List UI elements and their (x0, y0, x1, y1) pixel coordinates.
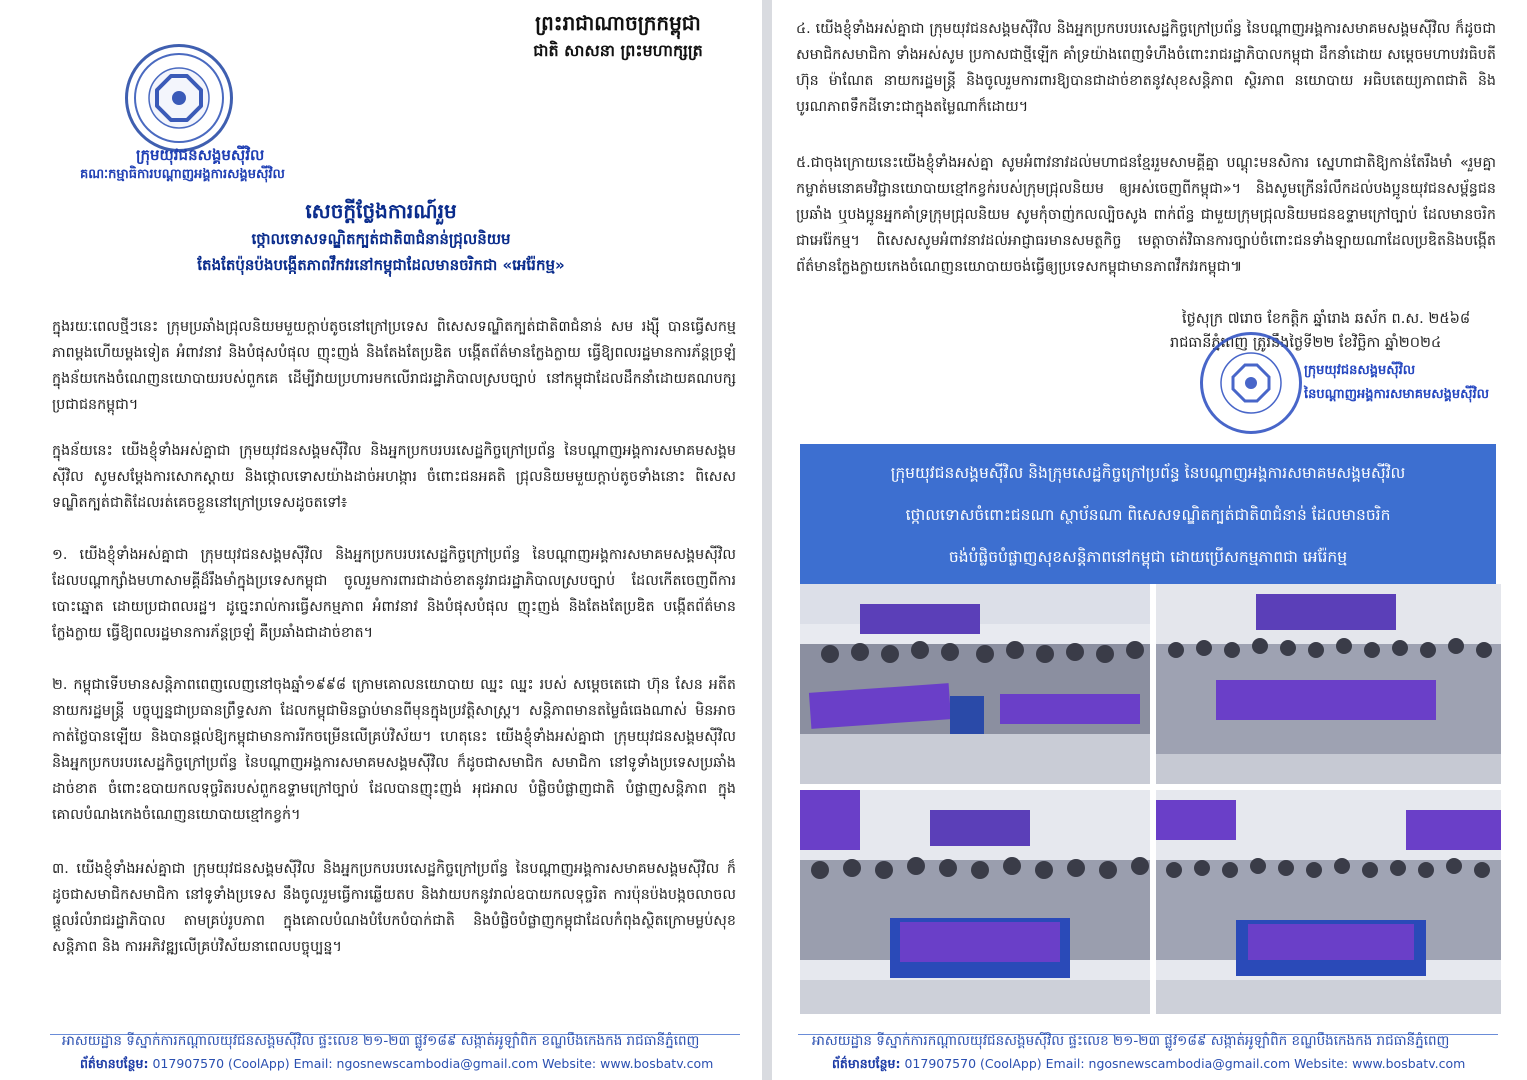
statement-subtitle-2: តែងតែប៉ុនប៉ងបង្កើតភាពវឹកវរនៅកម្ពុជាដែលមានចរិកជា «អេរ៉ែកម្ម» (197, 256, 565, 274)
footer-contact (80, 1056, 713, 1075)
paragraph-intro: ក្នុងរយៈពេលថ្មីៗនេះ ក្រុមប្រឆាំងជ្រុលនិយមមួយក្តាប់តូចនៅក្រៅប្រទេស ពិសេសទណ្ឌិតក្បត់ជាតិ៣ជំនាន់ សម រង្ស៊ី បានធ្វើសកម្មភាពម្តងហើយម្តងទៀត អំពាវនាវ និងបំផុសបំផុល ញុះញង់ និងតែងតែប្រឌិត បង្កើតព័ត៌មានក្លែងក្លាយ ធ្វើឱ្យពលរដ្ឋមានការភ័ន្តច្រឡំ ក្នុងន័យកេងចំណេញនយោបាយរបស់ពួកគេ ដើម្បីវាយប្រហារមកលើរាជរដ្ឋាភិបាលស្របច្បាប់ នៅកម្ពុជាដែលដឹកនាំដោយគណបក្សប្រជាជនកម្ពុជា។ (52, 319, 736, 413)
org-name: ក្រុមយុវជនសង្គមស៊ីវិល (136, 146, 265, 164)
stamp-line-2: នៃបណ្តាញអង្គការសមាគមសង្គមស៊ីវិល (1304, 387, 1490, 402)
statement-subtitle-1: ថ្កោលទោសទណ្ឌិតក្បត់ជាតិ៣ជំនាន់ជ្រុលនិយម (251, 230, 511, 248)
org-stamp (1200, 332, 1302, 434)
org-logo (125, 44, 233, 152)
paragraph-point-5: ៥.ជាចុងក្រោយនេះយើងខ្ញុំទាំងអស់គ្នា សូមអំពាវនាវដល់មហាជនខ្មែររួមសាមគ្គីគ្នា បណ្តុះមនសិការ ស្នេហាជាតិឱ្យកាន់តែរឹងមាំ «រួមគ្នាកម្ចាត់មនោគមវិជ្ជានយោបាយខ្មៅកខ្វក់របស់ក្រុមជ្រុលនិយម ឲ្យអស់ចេញពីកម្ពុជា»។ និងសូមក្រើនរំលឹកដល់បងប្អូនយុវជនសម្ព័ន្ធជនប្រឆាំង ឬបងប្អូនអ្នកគាំទ្រក្រុមជ្រុលនិយម សូមកុំចាញ់កលល្បិចសូង ពាក់ព័ន្ធ ជាមួយក្រុមជ្រុលនិយមជនឧទ្ទាមក្រៅច្បាប់ ដែលមានចរិកជាអេរ៉ែកម្ម។ ពិសេសសូមអំពាវនាវដល់អាជ្ញាធរមានសមត្ថកិច្ច មេត្តាចាត់វិធានការច្បាប់ចំពោះជនទាំងឡាយណាដែលប្រឌិតនិងបង្កើតព័ត៌មានក្លែងក្លាយកេងចំណេញនយោបាយចង់ធ្វើឲ្យប្រទេសកម្ពុជាមានភាពវឹកវរកម្ពុជា៕ (796, 155, 1496, 275)
headline-banner (800, 444, 1496, 584)
national-motto: ជាតិ សាសនា ព្រះមហាក្សត្រ (533, 41, 703, 60)
stamp-seal-icon (1203, 335, 1299, 431)
org-subtitle: គណៈកម្មាធិការបណ្តាញអង្គការសង្គមស៊ីវិល (80, 167, 285, 182)
banner-line-2: ថ្កោលទោសចំពោះជនណា ស្ថាប័នណា ពិសេសទណ្ឌិតក្បត់ជាតិ៣ជំនាន់ ដែលមានចរិក (905, 506, 1391, 524)
lunar-date: ថ្ងៃសុក្រ ៧រោច ខែកត្តិក ឆ្នាំរោង ឆស័ក ព.ស. ២៥៦៨ (1182, 311, 1471, 327)
footer-contact-label-right: ព័ត៌មានបន្ថែម: (832, 1056, 901, 1071)
event-photo-1 (800, 584, 1150, 784)
footer-contact-label: ព័ត៌មានបន្ថែម: (80, 1056, 149, 1071)
paragraph-point-1: ១. យើងខ្ញុំទាំងអស់គ្នាជា ក្រុមយុវជនសង្គមស៊ីវិល និងអ្នកប្រកបរបរសេដ្ឋកិច្ចក្រៅប្រព័ន្ធ នៃបណ្តាញអង្គការសមាគមសង្គមស៊ីវិល ដែលបណ្តាក្សាំងមហាសាមគ្គីដ៏រឹងមាំក្នុងប្រទេសកម្ពុជា ចូលរួមការពារជាដាច់ខាតនូវរាជរដ្ឋាភិបាលស្របច្បាប់ ដែលកើតចេញពីការបោះឆ្នោត ដោយប្រជាពលរដ្ឋ។ ដូច្នេះរាល់ការធ្វើសកម្មភាព អំពាវនាវ និងបំផុសបំផុល ញុះញង់ និងតែងតែប្រឌិត បង្កើតព័ត៌មានក្លែងក្លាយ ធ្វើឱ្យពលរដ្ឋមានការភ័ន្តច្រឡំ គឺប្រឆាំងជាដាច់ខាត។ (52, 547, 736, 641)
solar-date: រាជធានីភ្នំពេញ ត្រូវនឹងថ្ងៃទី២២ ខែវិច្ឆិកា ឆ្នាំ២០២៤ (1170, 335, 1442, 351)
paragraph-point-3: ៣. យើងខ្ញុំទាំងអស់គ្នាជា ក្រុមយុវជនសង្គមស៊ីវិល និងអ្នកប្រកបរបរសេដ្ឋកិច្ចក្រៅប្រព័ន្ធ នៃបណ្តាញអង្គការសមាគមសង្គមស៊ីវិល ក៏ដូចជាសមាជិកសមាជិកា នៅទូទាំងប្រទេស នឹងចូលរួមធ្វើការឆ្លើយតប និងវាយបកនូវរាល់ឧបាយកលទុច្ចរិត ការប៉ុនប៉ងបង្កចលាចល ផ្តួលរំលំរាជរដ្ឋាភិបាល តាមគ្រប់រូបភាព ក្នុងគោលបំណងបំបែកបំបាក់ជាតិ និងបំផ្លិចបំផ្លាញកម្ពុជាដែលកំពុងស្ថិតក្រោមម្លប់សុខសន្តិភាព និង ការអភិវឌ្ឍលើគ្រប់វិស័យនាពេលបច្ចុប្បន្ន។ (52, 861, 736, 955)
banner-line-1: ក្រុមយុវជនសង្គមស៊ីវិល និងក្រុមសេដ្ឋកិច្ចក្រៅប្រព័ន្ធ នៃបណ្តាញអង្គការសមាគមសង្គមស៊ីវិល (890, 464, 1406, 482)
footer-address: អាសយដ្ឋាន ទីស្នាក់ការកណ្តាលយុវជនសង្គមស៊ីវិល ផ្ទះលេខ ២១-២៣ ផ្លូវ១៨៩ សង្កាត់អូឡាំពិក ខណ្ឌបឹងកេងកង រាជធានីភ្នំពេញ (62, 1033, 700, 1049)
statement-title: សេចក្តីថ្លែងការណ៍រួម (305, 199, 457, 223)
banner-line-3: ចង់បំផ្លិចបំផ្លាញសុខសន្តិភាពនៅកម្ពុជា ដោយប្រើសកម្មភាពជា អេរ៉ែកម្ម (948, 548, 1348, 566)
footer-address-right: អាសយដ្ឋាន ទីស្នាក់ការកណ្តាលយុវជនសង្គមស៊ីវិល ផ្ទះលេខ ២១-២៣ ផ្លូវ១៨៩ សង្កាត់អូឡាំពិក ខណ្ឌបឹងកេងកង រាជធានីភ្នំពេញ (812, 1033, 1450, 1049)
footer-contact-details-right: 017907570 (CoolApp) Email: ngosnewscambodia@gmail.com Website: www.bosbatv.com (900, 1056, 1466, 1071)
footer-contact-right (832, 1056, 1465, 1075)
paragraph-condemnation: ក្នុងន័យនេះ យើងខ្ញុំទាំងអស់គ្នាជា ក្រុមយុវជនសង្គមស៊ីវិល និងអ្នកប្រកបរបរសេដ្ឋកិច្ចក្រៅប្រព័ន្ធ នៃបណ្តាញអង្គការសមាគមសង្គមស៊ីវិល សូមសម្តែងការសោកស្តាយ និងថ្កោលទោសយ៉ាងដាច់អហង្ការ ចំពោះជនអគតិ ជ្រុលនិយមមួយក្តាប់តូចទាំងនោះ ពិសេសទណ្ឌិតក្បត់ជាតិដែលរត់គេចខ្លួននៅក្រៅប្រទេសដូចតទៅ៖ (52, 443, 736, 511)
stamp-line-1: ក្រុមយុវជនសង្គមស៊ីវិល (1304, 363, 1416, 378)
footer-contact-details: 017907570 (CoolApp) Email: ngosnewscambodia@gmail.com Website: www.bosbatv.com (148, 1056, 714, 1071)
linked-hands-icon (131, 50, 227, 146)
event-photo-2 (1156, 584, 1501, 784)
event-photo-4 (1156, 790, 1501, 1014)
event-photo-3 (800, 790, 1150, 1014)
paragraph-point-2: ២. កម្ពុជាទើបមានសន្តិភាពពេញលេញនៅចុងឆ្នាំ១៩៩៨ ក្រោមគោលនយោបាយ ឈ្នះ ឈ្នះ របស់ សម្តេចតេជោ ហ៊ុន សែន អតីតនាយករដ្ឋមន្ត្រី បច្ចុប្បន្នជាប្រធានព្រឹទ្ធសភា ដែលកម្ពុជាមិនធ្លាប់មានពីមុនក្នុងប្រវត្តិសាស្ត្រ។ សន្តិភាពមានតម្លៃធំធេងណាស់ មិនអាចកាត់ថ្លៃបានឡើយ និងបានផ្តល់ឱ្យកម្ពុជាមានការរីកចម្រើនលើគ្រប់វិស័យ។ ហេតុនេះ យើងខ្ញុំទាំងអស់គ្នាជា ក្រុមយុវជនសង្គមស៊ីវិល និងអ្នកប្រកបរបរសេដ្ឋកិច្ចក្រៅប្រព័ន្ធ នៃបណ្តាញអង្គការសមាគមសង្គមស៊ីវិល ក៏ដូចជាសមាជិក សមាជិកា នៅទូទាំងប្រទេសប្រឆាំងដាច់ខាត ចំពោះឧបាយកលទុច្ចរិតរបស់ពួកឧទ្ទាមក្រៅច្បាប់ ដែលបានញុះញង់ អុជអាល បំផ្លិចបំផ្លាញជាតិ បំផ្លាញសន្តិភាព ក្នុងគោលបំណងកេងចំណេញនយោបាយខ្មៅកខ្វក់។ (52, 677, 736, 823)
paragraph-point-4: ៤. យើងខ្ញុំទាំងអស់គ្នាជា ក្រុមយុវជនសង្គមស៊ីវិល និងអ្នកប្រកបរបរសេដ្ឋកិច្ចក្រៅប្រព័ន្ធ នៃបណ្តាញអង្គការសមាគមសង្គមស៊ីវិល ក៏ដូចជាសមាជិកសមាជិកា ទាំងអស់សូម ប្រកាសជាថ្មីឡើក គាំទ្រយ៉ាងពេញទំហឹងចំពោះរាជរដ្ឋាភិបាលកម្ពុជា ដឹកនាំដោយ សម្តេចមហាបវរធិបតី ហ៊ុន ម៉ាណែត នាយករដ្ឋមន្ត្រី និងចូលរួមការពារឱ្យបានជាដាច់ខាតនូវសុខសន្តិភាព ស្ថិរភាព នយោបាយ អធិបតេយ្យភាពជាតិ និងបូរណភាពទឹកដីទោះជាក្នុងតម្លៃណាក៏ដោយ។ (796, 21, 1496, 115)
statement-page-right (772, 0, 1527, 1080)
kingdom-heading: ព្រះរាជាណាចក្រកម្ពុជា (535, 11, 701, 35)
statement-page-left (0, 0, 762, 1080)
